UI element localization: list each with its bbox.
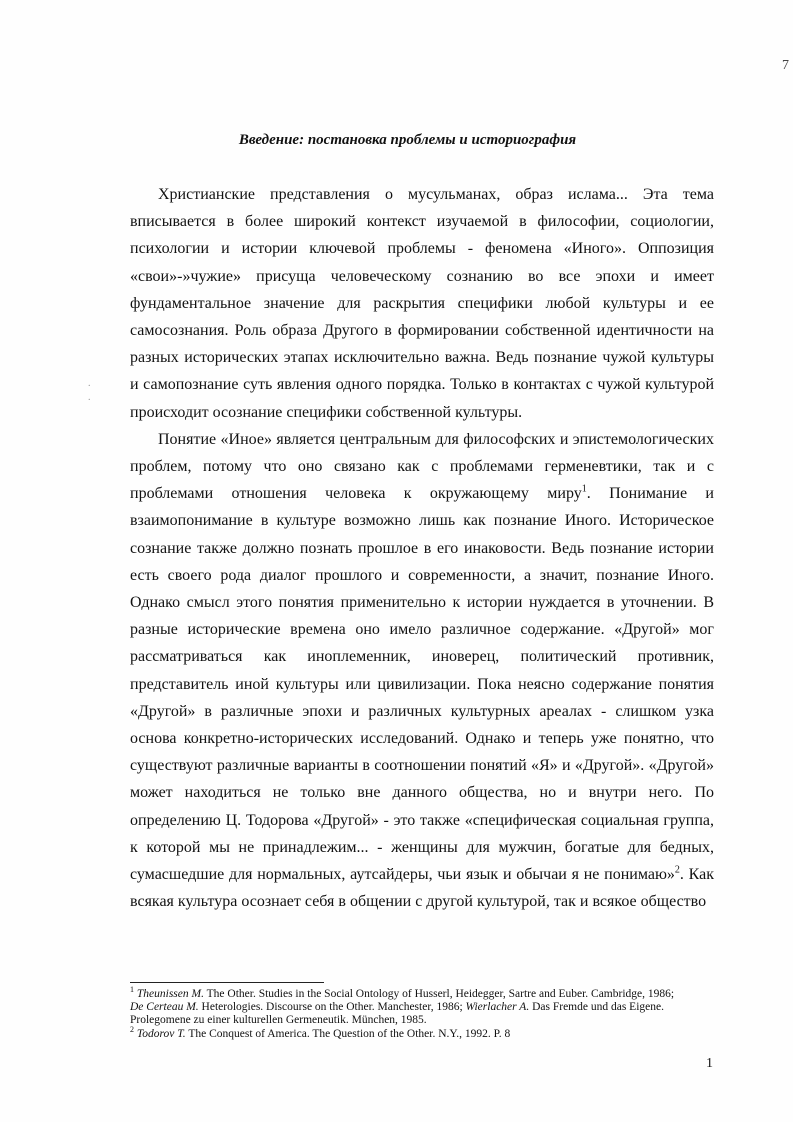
paragraph-2 [130, 426, 714, 916]
footnote-1 [130, 985, 686, 1028]
scan-speck: . [88, 378, 91, 389]
footnote-ref-1[interactable]: 1 [581, 483, 587, 495]
footnote-1-text-1: The Other. Studies in the Social Ontology of Husserl, Heidegger, Sartre and Euber. Cambridge, 1986; [203, 988, 675, 1000]
paragraph-2-text-start: Понятие «Иное» является центральным для философских и эпистемологических проблем, потому что оно связано как с проблемами герменевтики, так и с проблемами отношения человека к окружающему миру [130, 430, 714, 503]
section-title: Введение: постановка проблемы и историография [238, 132, 577, 148]
page-number: 1 [706, 1056, 713, 1071]
paragraph-2-text-end: . Как всякая культура осознает себя в общении с другой культурой, так и всякое общество [130, 866, 714, 911]
paragraph-2-text-middle: . Понимание и взаимопонимание в культуре возможно лишь как познание Иного. Историческое сознание также должно познать прошлое в его инаковости. Ведь познание истории есть своего рода диалог прошлого и современности, а значит, познание Иного. Однако смысл этого понятия применительно к истории нуждается в уточнении. В разные исторические времена оно имело различное содержание. «Другой» мог рассматриваться как иноплеменник, иноверец, политический противник, представитель иной культуры или цивилизации. Пока неясно содержание понятия «Другой» в различные эпохи и различных культурных ареалах - слишком узка основа конкретно-исторических исследований. Однако и теперь уже понятно, что существуют различные варианты в соотношении понятий «Я» и «Другой». «Другой» может находиться не только вне данного общества, но и внутри него. По определению Ц. Тодорова «Другой» - это также «специфическая социальная группа, к которой мы не принадлежим... - женщины для мужчин, богатые для бедных, сумасшедшие для нормальных, аутсайдеры, чьи язык и обычаи я не понимаю» [130, 485, 714, 884]
footnote-2 [130, 1024, 686, 1041]
footnote-1-author-2: De Certeau M. [130, 1001, 199, 1014]
footnote-divider [130, 982, 324, 983]
footnote-1-text-3: Das Fremde und das Eigene. Prolegomene zu einer kulturellen Germeneutik. München, 1985. [130, 1001, 664, 1027]
paragraph-1-text: Христианские представления о мусульманах, образ ислама... Эта тема вписывается в более широкий контекст изучаемой в философии, социологии, психологии и истории ключевой проблемы - феномена «Иного». Оппозиция «свои»-»чужие» присуща человеческому сознанию во все эпохи и имеет фундаментальное значение для раскрытия специфики любой культуры и ее самосознания. Роль образа Другого в формировании собственной идентичности на разных исторических этапах исключительно важна. Ведь познание чужой культуры и самопознание суть явления одного порядка. Только в контактах с чужой культурой происходит осознание специфики собственной культуры. [130, 186, 714, 421]
footnote-2-marker: 2 [130, 1024, 134, 1034]
footnote-1-author-3: Wierlacher A. [465, 1001, 530, 1014]
scan-speck: . [88, 392, 91, 403]
footnote-2-text-1: The Conquest of America. The Question of the Other. N.Y., 1992. P. 8 [185, 1027, 511, 1040]
footnote-2-author-1: Todorov T. [136, 1027, 186, 1040]
footnote-1-text-2: Heterologies. Discourse on the Other. Manchester, 1986; [198, 1001, 466, 1014]
footnotes [130, 985, 686, 1041]
paragraph-1 [130, 181, 714, 426]
footnote-1-author-1: Theunissen M. [136, 988, 204, 1000]
body-text [130, 181, 714, 915]
footnote-ref-2[interactable]: 2 [674, 864, 680, 876]
footnote-1-marker: 1 [130, 985, 134, 995]
corner-mark: 7 [782, 58, 789, 73]
